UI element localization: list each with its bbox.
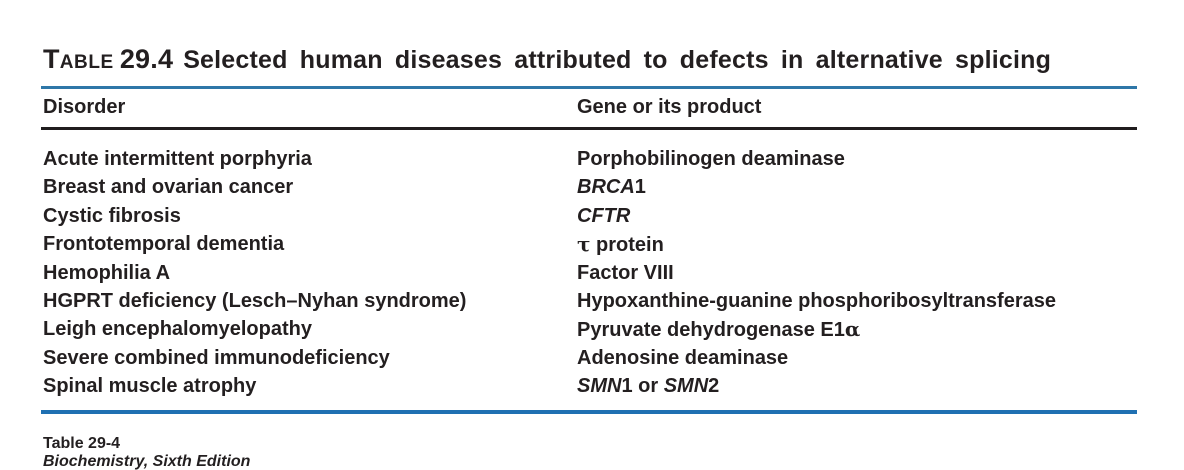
gene-text: protein bbox=[590, 234, 664, 257]
table-row bbox=[43, 372, 1163, 400]
gene-cell bbox=[577, 344, 1163, 372]
gene-symbol-italic: CFTR bbox=[577, 204, 631, 227]
gene-text: 2 bbox=[708, 375, 720, 398]
table-row bbox=[43, 145, 1163, 173]
gene-cell bbox=[577, 230, 1163, 258]
gene-symbol-italic: SMN bbox=[663, 375, 709, 398]
greek-alpha: α bbox=[844, 317, 861, 342]
title-text: Selected human diseases attributed to defects in alternative splicing bbox=[183, 46, 1052, 74]
gene-text: or bbox=[632, 375, 664, 398]
table-row bbox=[43, 230, 1163, 258]
gene-cell bbox=[577, 315, 1163, 343]
disorder-cell: Spinal muscle atrophy bbox=[43, 375, 257, 398]
figure-caption-source: Biochemistry, Sixth Edition bbox=[43, 453, 251, 470]
gene-cell bbox=[577, 372, 1163, 400]
header-rule bbox=[41, 127, 1137, 130]
figure-caption-number: Table 29-4 bbox=[43, 435, 121, 452]
gene-symbol-italic: SMN bbox=[577, 375, 622, 398]
table-row bbox=[43, 202, 1163, 230]
gene-symbol-italic: BRCA bbox=[577, 176, 635, 199]
gene-cell bbox=[577, 259, 1163, 287]
bottom-rule bbox=[41, 410, 1137, 414]
disorder-cell: Frontotemporal dementia bbox=[43, 233, 285, 256]
gene-cell bbox=[577, 202, 1163, 230]
gene-text: Hypoxanthine-guanine phosphoribosyltransferase bbox=[577, 289, 1056, 312]
table-row bbox=[43, 315, 1163, 343]
title-word-table-initial: T bbox=[43, 44, 60, 74]
disorder-cell: Breast and ovarian cancer bbox=[43, 176, 294, 199]
table-number: 29.4 bbox=[119, 44, 174, 74]
disorder-cell: Hemophilia A bbox=[43, 261, 171, 284]
gene-cell bbox=[577, 287, 1163, 315]
gene-cell bbox=[577, 173, 1163, 201]
disorder-cell: Severe combined immunodeficiency bbox=[43, 346, 390, 369]
gene-cell bbox=[577, 145, 1163, 173]
table-row bbox=[43, 344, 1163, 372]
gene-text: 1 bbox=[621, 375, 633, 398]
gene-text: 1 bbox=[634, 176, 646, 199]
top-rule bbox=[41, 86, 1137, 89]
table-row bbox=[43, 173, 1163, 201]
column-header-disorder: Disorder bbox=[43, 96, 126, 118]
table-body bbox=[43, 145, 1163, 401]
table-header-row bbox=[43, 96, 1163, 119]
disorder-cell: Cystic fibrosis bbox=[43, 204, 181, 227]
disorder-cell: Leigh encephalomyelopathy bbox=[43, 318, 312, 341]
gene-text: Adenosine deaminase bbox=[577, 346, 789, 369]
title-word-table-smallcaps: ABLE bbox=[59, 52, 114, 73]
column-header-gene: Gene or its product bbox=[577, 96, 762, 118]
gene-text: Porphobilinogen deaminase bbox=[577, 148, 845, 170]
table-row bbox=[43, 259, 1163, 287]
table-title bbox=[43, 44, 1051, 75]
gene-text: Pyruvate dehydrogenase E1 bbox=[577, 319, 845, 342]
disorder-cell: Acute intermittent porphyria bbox=[43, 148, 312, 170]
figure-caption bbox=[43, 435, 250, 470]
gene-text: Factor VIII bbox=[577, 261, 674, 284]
disorder-cell: HGPRT deficiency (Lesch–Nyhan syndrome) bbox=[43, 289, 467, 312]
greek-tau: τ bbox=[577, 232, 591, 257]
table-row bbox=[43, 287, 1163, 315]
